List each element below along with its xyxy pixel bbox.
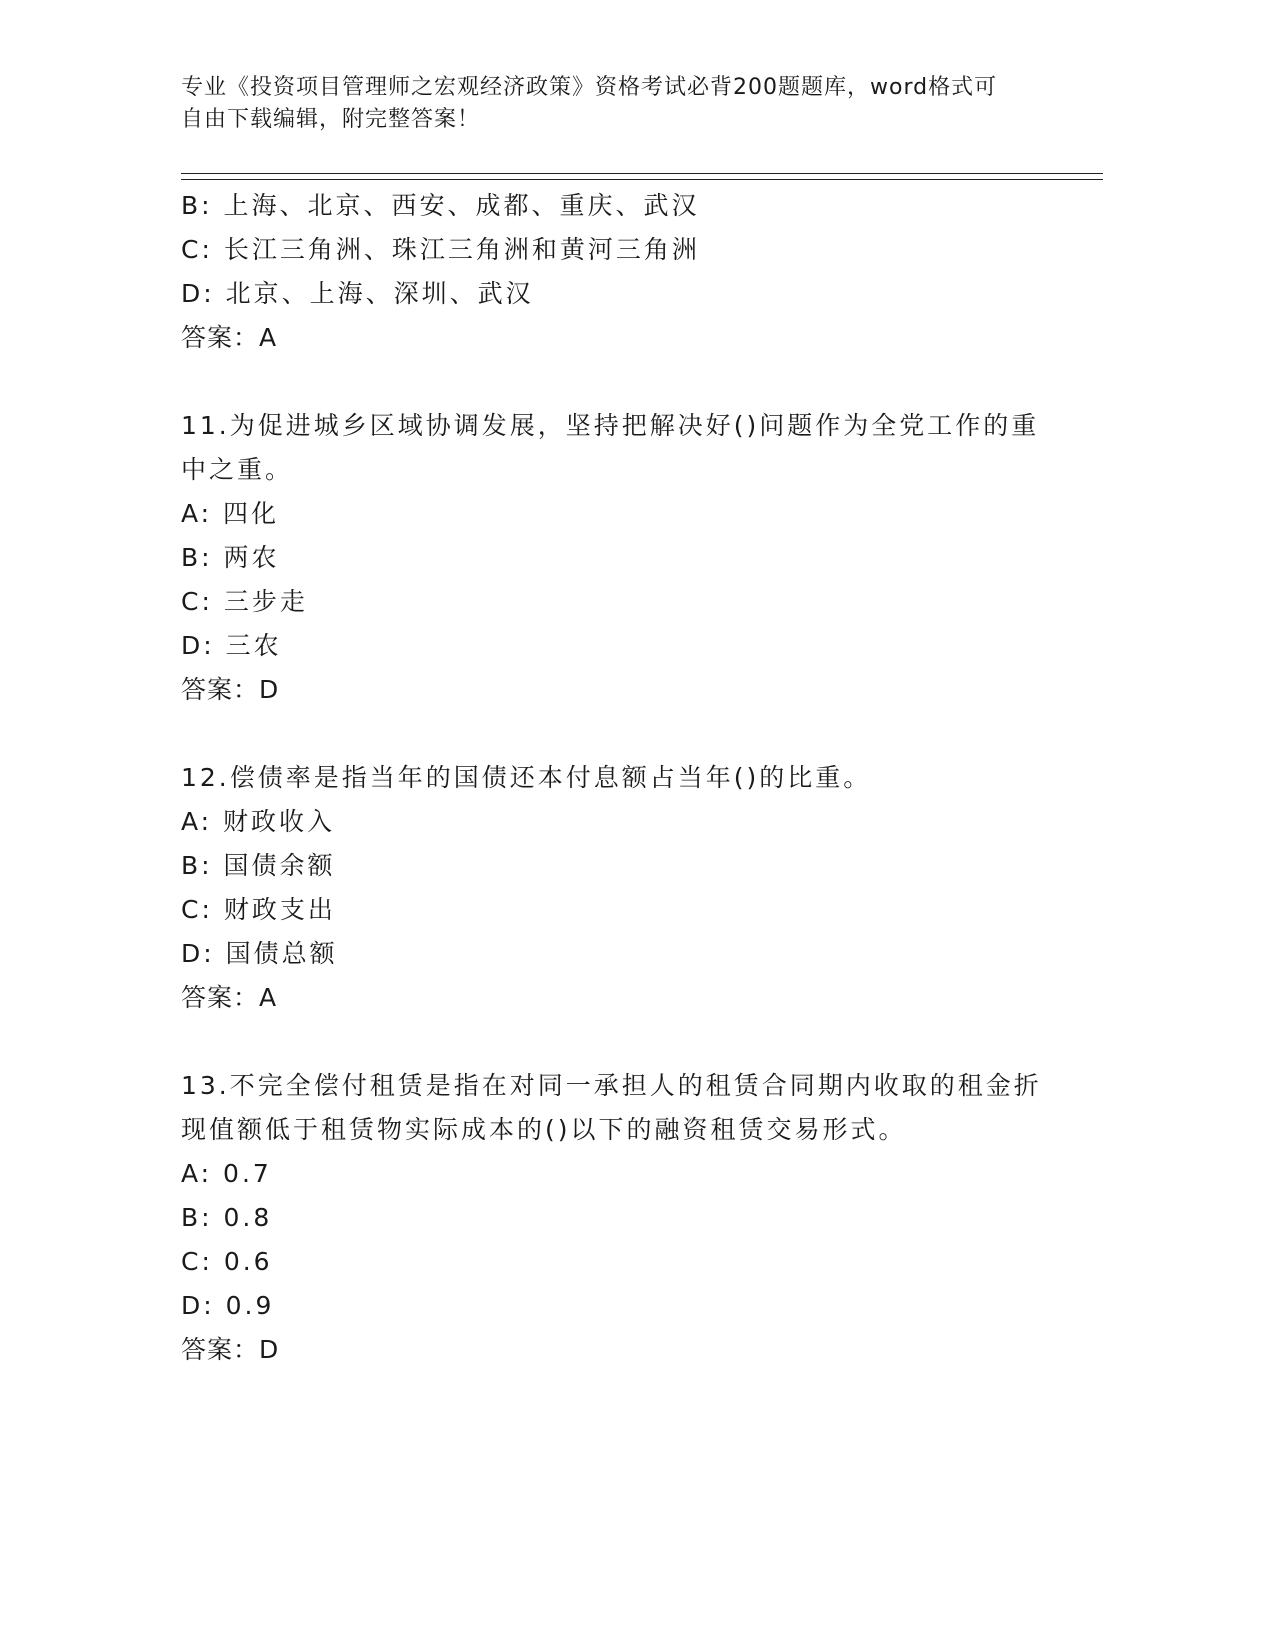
question-block-11 <box>181 404 1061 712</box>
option-b: B: 上海、北京、西安、成都、重庆、武汉 <box>181 191 700 220</box>
question-block-12 <box>181 756 1061 1020</box>
option-b: B: 国债余额 <box>181 851 336 880</box>
question-list <box>181 184 1061 1372</box>
header-divider-top <box>181 173 1103 174</box>
option-c: C: 长江三角洲、珠江三角洲和黄河三角洲 <box>181 235 700 264</box>
header-divider-bottom <box>181 179 1103 180</box>
answer-line: 答案：D <box>181 1335 280 1364</box>
option-d: D: 0.9 <box>181 1291 275 1320</box>
option-b: B: 两农 <box>181 543 280 572</box>
option-d: D: 三农 <box>181 631 282 660</box>
question-block-13 <box>181 1064 1061 1372</box>
question-text <box>181 1064 1061 1152</box>
answer-line: 答案：D <box>181 675 280 704</box>
question-line-1: 12.偿债率是指当年的国债还本付息额占当年()的比重。 <box>181 763 872 792</box>
option-c: C: 财政支出 <box>181 895 336 924</box>
question-text <box>181 756 1061 800</box>
question-line-1: 13.不完全偿付租赁是指在对同一承担人的租赁合同期内收取的租金折 <box>181 1071 1042 1100</box>
question-block-10 <box>181 184 1061 360</box>
question-line-2: 中之重。 <box>181 455 294 484</box>
question-text <box>181 404 1061 492</box>
option-b: B: 0.8 <box>181 1203 273 1232</box>
option-c: C: 0.6 <box>181 1247 273 1276</box>
question-line-1: 11.为促进城乡区域协调发展，坚持把解决好()问题作为全党工作的重 <box>181 411 1040 440</box>
option-d: D: 国债总额 <box>181 939 338 968</box>
answer-line: 答案：A <box>181 983 278 1012</box>
document-header <box>181 72 1051 136</box>
question-line-2: 现值额低于租赁物实际成本的()以下的融资租赁交易形式。 <box>181 1115 907 1144</box>
option-d: D: 北京、上海、深圳、武汉 <box>181 279 534 308</box>
header-line-2: 自由下载编辑，附完整答案！ <box>181 107 481 132</box>
option-c: C: 三步走 <box>181 587 308 616</box>
option-a: A: 0.7 <box>181 1159 272 1188</box>
option-a: A: 四化 <box>181 499 280 528</box>
option-a: A: 财政收入 <box>181 807 336 836</box>
header-line-1: 专业《投资项目管理师之宏观经济政策》资格考试必背200题题库，word格式可 <box>181 75 998 100</box>
answer-line: 答案：A <box>181 323 278 352</box>
